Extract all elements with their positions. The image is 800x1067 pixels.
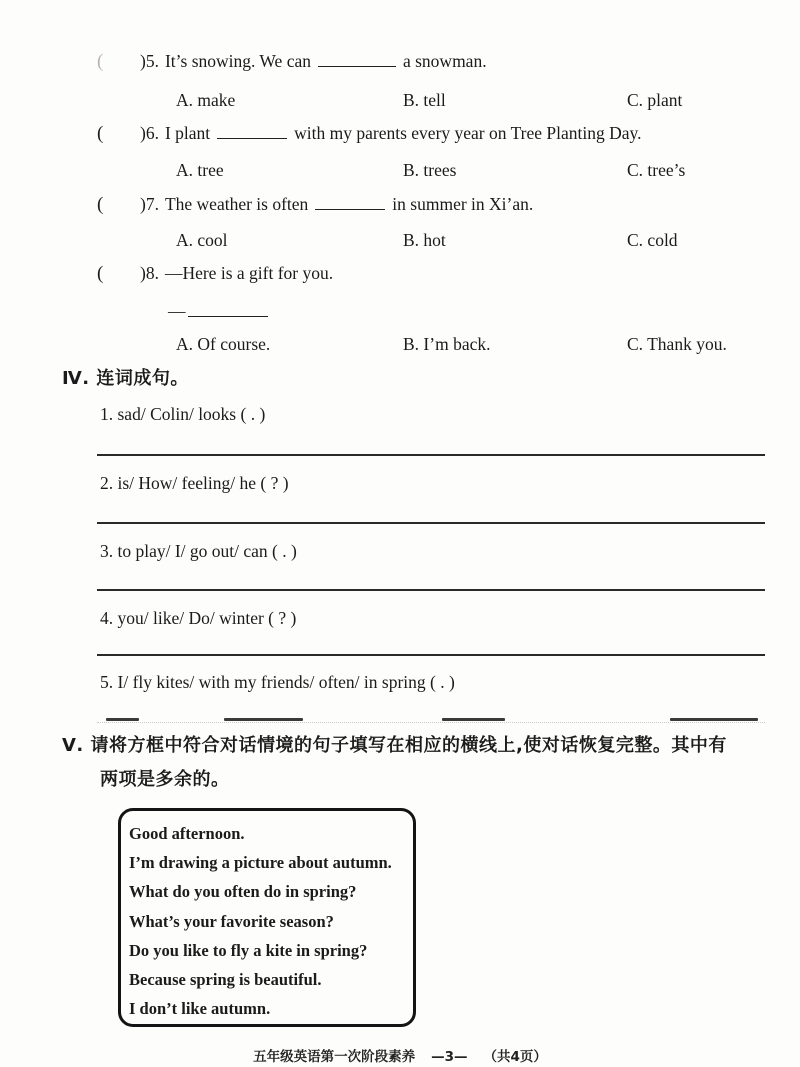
options-row-5 bbox=[0, 89, 800, 111]
answer-paren-7: ( bbox=[97, 194, 104, 215]
option-6-c: C. tree’s bbox=[627, 160, 686, 180]
question-6-blank bbox=[217, 124, 287, 139]
option-8-b: B. I’m back. bbox=[403, 334, 491, 354]
box-sentence-3: What do you often do in spring? bbox=[129, 882, 357, 902]
line-fragment bbox=[442, 718, 505, 721]
reply-dash: — bbox=[168, 301, 186, 321]
question-5-stem-after: a snowman. bbox=[402, 51, 487, 71]
option-7-b: B. hot bbox=[403, 230, 446, 250]
answer-paren-6: ( bbox=[97, 123, 104, 144]
answer-paren-5: ( bbox=[97, 51, 104, 72]
question-6-stem-after: with my parents every year on Tree Planting Day. bbox=[294, 123, 642, 143]
question-6-marker: )6. bbox=[140, 123, 159, 143]
question-5-blank bbox=[318, 52, 396, 67]
question-5-stem-before: It’s snowing. We can bbox=[164, 51, 311, 71]
question-5 bbox=[0, 0, 800, 73]
options-row-8 bbox=[0, 333, 800, 355]
question-8-marker: )8. bbox=[140, 263, 159, 283]
rearrange-item-5: 5. I/ fly kites/ with my friends/ often/ in spring ( . ) bbox=[100, 672, 455, 692]
box-sentence-6: Because spring is beautiful. bbox=[129, 970, 322, 990]
option-6-a: A. tree bbox=[176, 160, 224, 180]
option-5-c: C. plant bbox=[627, 90, 683, 110]
option-5-b: B. tell bbox=[403, 90, 446, 110]
section5-heading-line2: 两项是多余的。 bbox=[100, 769, 230, 790]
section4-heading: Ⅳ. 连词成句。 bbox=[62, 368, 189, 389]
question-8-stem: —Here is a gift for you. bbox=[164, 263, 334, 283]
box-sentence-7: I don’t like autumn. bbox=[129, 999, 271, 1019]
question-8-blank bbox=[188, 302, 268, 317]
question-6-stem-before: I plant bbox=[164, 123, 211, 143]
sentence-options-box bbox=[118, 808, 416, 1027]
box-sentence-4: What’s your favorite season? bbox=[129, 911, 334, 931]
section5-heading-line1: Ⅴ. 请将方框中符合对话情境的句子填写在相应的横线上,使对话恢复完整。其中有 bbox=[62, 735, 727, 756]
option-8-c: C. Thank you. bbox=[627, 334, 727, 354]
options-row-7 bbox=[0, 229, 800, 251]
option-7-a: A. cool bbox=[176, 230, 228, 250]
answer-line-2 bbox=[97, 522, 765, 524]
option-5-a: A. make bbox=[176, 90, 236, 110]
question-7-blank bbox=[315, 195, 385, 210]
question-7-stem-before: The weather is often bbox=[164, 194, 309, 214]
question-7-stem-after: in summer in Xi’an. bbox=[392, 194, 534, 214]
question-7-marker: )7. bbox=[140, 194, 159, 214]
answer-line-5-faded bbox=[97, 718, 765, 723]
line-fragment bbox=[224, 718, 303, 721]
question-8 bbox=[0, 262, 800, 285]
footer-page-number: —3— bbox=[431, 1049, 468, 1065]
line-fragment bbox=[106, 718, 139, 721]
box-sentence-5: Do you like to fly a kite in spring? bbox=[129, 940, 368, 960]
rearrange-item-1: 1. sad/ Colin/ looks ( . ) bbox=[100, 404, 266, 424]
rearrange-item-4: 4. you/ like/ Do/ winter ( ? ) bbox=[100, 608, 297, 628]
footer-title: 五年级英语第一次阶段素养 bbox=[253, 1049, 416, 1065]
answer-line-4 bbox=[97, 654, 765, 656]
question-5-marker: )5. bbox=[140, 51, 159, 71]
option-6-b: B. trees bbox=[403, 160, 457, 180]
answer-paren-8: ( bbox=[97, 263, 104, 284]
line-fragment bbox=[670, 718, 758, 721]
answer-line-3 bbox=[97, 589, 765, 591]
options-row-6 bbox=[0, 159, 800, 181]
question-8-reply bbox=[0, 300, 800, 322]
question-7 bbox=[0, 193, 800, 216]
question-6 bbox=[0, 122, 800, 145]
answer-line-1 bbox=[97, 454, 765, 456]
rearrange-item-3: 3. to play/ I/ go out/ can ( . ) bbox=[100, 541, 297, 561]
option-8-a: A. Of course. bbox=[176, 334, 271, 354]
option-7-c: C. cold bbox=[627, 230, 678, 250]
box-sentence-1: Good afternoon. bbox=[129, 824, 245, 843]
rearrange-item-2: 2. is/ How/ feeling/ he ( ? ) bbox=[100, 473, 289, 493]
page-footer bbox=[0, 1049, 800, 1065]
footer-total-pages: （共4页） bbox=[483, 1049, 547, 1065]
box-sentence-2: I’m drawing a picture about autumn. bbox=[129, 853, 392, 873]
